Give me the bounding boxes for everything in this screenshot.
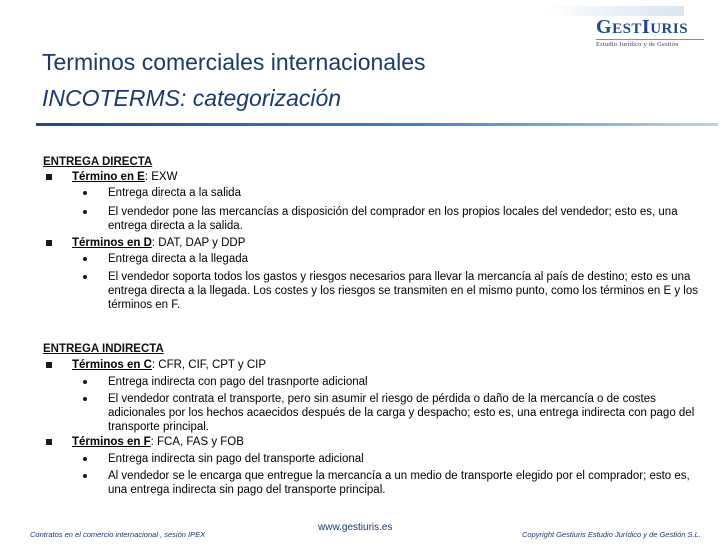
sub-item: Entrega directa a la salida — [108, 187, 241, 199]
sub-item: Entrega indirecta con pago del trasnporte adicional — [108, 376, 368, 388]
dot-bullet — [83, 275, 87, 279]
term-f-item — [72, 435, 244, 449]
sub-item: Al vendedor se le encarga que entregue la mercancía a un medio de transporte elegido por el comprador; esto es, una entrega indirecta sin pago del transporte principal. — [108, 470, 690, 496]
sub-item: El vendedor pone las mercancías a disposición del comprador en los propios locales del vendedor; esto es, una entrega directa a la salida. — [108, 206, 678, 232]
term-label: Término en E — [72, 171, 145, 183]
footer-website-link[interactable]: www.gestiuris.es — [318, 522, 393, 533]
term-label: Términos en F — [72, 436, 151, 448]
section-heading-indirecta: ENTREGA INDIRECTA — [43, 343, 164, 355]
dot-bullet — [83, 380, 87, 384]
dot-bullet — [83, 474, 87, 478]
square-bullet — [46, 174, 52, 180]
logo-tagline: Estudio Jurídico y de Gestión — [596, 41, 679, 48]
sub-item: El vendedor soporta todos los gastos y riesgos necesarios para llevar la mercancía al país de destino; esto es una entrega directa a la llegada. Los costes y los riesgos se transmiten en el mismo punto, como los términos en E y los términos en F. — [108, 271, 698, 311]
dot-bullet — [83, 191, 87, 195]
dot-bullet — [83, 257, 87, 261]
slide-subtitle: INCOTERMS: categorización — [42, 85, 342, 111]
dot-bullet — [83, 397, 87, 401]
square-bullet — [46, 240, 52, 246]
dot-bullet — [83, 457, 87, 461]
sub-item: El vendedor contrata el transporte, pero sin asumir el riesgo de pérdida o daño de la mercancía o de costes adicionales por los hechos acaecidos después de la carga y despacho; esto es, una entrega indirecta con pago del transporte principal. — [108, 393, 695, 433]
term-e-item — [72, 170, 177, 184]
section-heading-directa: ENTREGA DIRECTA — [43, 156, 153, 168]
term-codes: : FCA, FAS y FOB — [150, 436, 244, 448]
term-d-item — [72, 236, 245, 250]
term-c-item — [72, 358, 266, 372]
footer-session: Contratos en el comercio internacional , sesión IPEX — [30, 530, 206, 539]
logo-name: GESTIURIS — [596, 16, 689, 38]
square-bullet — [46, 439, 52, 445]
term-label: Términos en C — [72, 359, 152, 371]
footer-copyright: Copyright Gestiuris Estudio Jurídico y de Gestión S.L. — [522, 530, 701, 539]
term-codes: : CFR, CIF, CPT y CIP — [151, 359, 267, 371]
slide-title: Terminos comerciales internacionales — [42, 49, 426, 75]
sub-item: Entrega indirecta sin pago del transporte adicional — [108, 453, 364, 465]
square-bullet — [46, 362, 52, 368]
term-label: Términos en D — [72, 237, 152, 249]
term-codes: : EXW — [144, 171, 178, 183]
sub-item: Entrega directa a la llegada — [108, 253, 249, 265]
dot-bullet — [83, 210, 87, 214]
term-codes: : DAT, DAP y DDP — [151, 237, 246, 249]
